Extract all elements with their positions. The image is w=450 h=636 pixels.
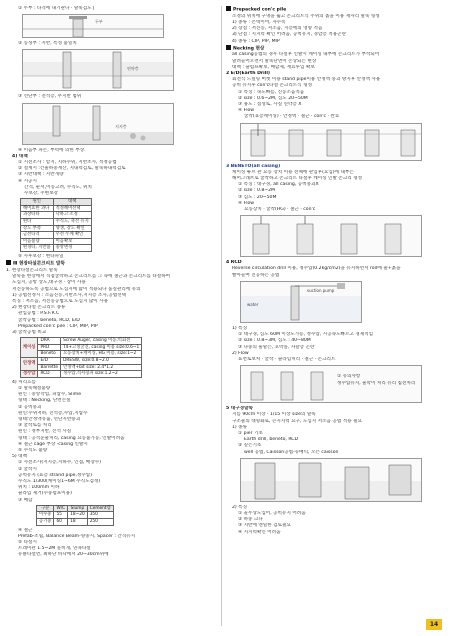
rcd-title: 4 RCD — [226, 260, 242, 266]
table-header: Slump — [68, 505, 88, 512]
remedy-line: ① 사전조사(지지층,지하수, 인접, 매장수) — [18, 460, 102, 466]
rcd-feature: ① 대구경, 심도 60M 이상도가능, 정수압, 시공속도빠르고 경제적임 — [238, 332, 374, 338]
section-line: Prepacked con'c pile : CIP, MIP, PIP — [18, 323, 98, 329]
necking-title — [226, 45, 444, 53]
fig3-label: 지지층 — [115, 123, 127, 129]
necking-title-text: Necking 현상 — [233, 46, 265, 52]
section-bullet-icon — [226, 6, 231, 11]
beneto-line: ④ Flow — [238, 200, 255, 206]
cause-countermeasure-table — [20, 198, 92, 252]
pier-line: 구조물의 대형화로, 큰지지력 요구, 도심지 저소음 공법 적용 필요 — [232, 418, 362, 424]
section-line: 3) 굴착공법 비교 — [12, 329, 47, 335]
countermeasure-line: 간격, 순서,이동고려, 수직도, 위치 — [24, 184, 92, 190]
after-table-note: ⑤ 사후보강 : 현타파일 — [18, 253, 64, 259]
table-cell: 18 — [68, 518, 88, 525]
process-line: 형태 : Necking, 단면손실 — [18, 398, 71, 404]
rcd-side-note: 정수압유지, 물막이 처리 유리 침전처리 — [337, 381, 416, 387]
table-cell: 55 — [54, 512, 68, 519]
final-line: Prefab-조립, Balance Beam-양중시, Spacer : 간격유지 — [18, 533, 136, 539]
right-column — [226, 6, 444, 536]
rcd-fig-label: water — [247, 301, 259, 307]
beneto-line: 해머그래브로 굴착하고 콘크리트 타설후 케이싱 인발 콘크리 형성 — [232, 176, 363, 182]
page-number: 14 — [426, 619, 442, 630]
table-row — [21, 245, 92, 252]
section-line: 2) 현장타설 콘크리트 종류 — [12, 305, 66, 311]
table-row — [37, 518, 114, 525]
pier-feature: ③ 지반에 엔일한 검토필요 — [238, 523, 291, 529]
pier-title: 5 대구경말뚝 — [226, 406, 253, 412]
pier-feature: ① 골두상도입어, 공벽유지 어려움 — [238, 510, 306, 516]
prepacked-title — [226, 6, 444, 14]
pier-line: well 공법, Caisson공법-뉴매틱, 오픈 caisson — [244, 449, 339, 455]
ed-line: ④ Flow — [238, 108, 255, 114]
pier-line: 지름 90cm 이상 · 1/15 이상 size의 말뚝 — [232, 412, 316, 418]
process-line: 형태 : 공석눈물처리, casing 요동불가능, 인발어려움 — [18, 435, 125, 441]
prepacked-line: 소정의 위치에 구멍을 뚫고 콘크리트식 주위의 흙을 이용 재자리 말뚝 형성 — [232, 13, 380, 19]
rcd-feature: 표면토보처 · 굴착 · 슬라임처리 · 철근 · 콘크리트 — [238, 356, 336, 362]
process-line: ③ 굴착토를 처리 — [18, 423, 52, 429]
table-cell: 강도 부족 — [21, 225, 54, 232]
process-line: ② 공벽붕괴 — [18, 404, 42, 410]
table-cell: 수직도, 축선 유지 — [53, 219, 91, 226]
final-line: 유클타설면, 최하단 바닥에서 20~30cm위에 — [18, 552, 109, 558]
beneto-line: ② size : 0.8~2M — [238, 188, 275, 194]
prepacked-line: 3) 단점 : 지지력 확인 어려움, 공벽유지, 경암층 적용곤란 — [232, 32, 347, 38]
final-line: ④ 철근 — [18, 527, 33, 533]
beneto-line: ① 특징 : 대구경, all casing, 공벽붕괴X — [238, 182, 319, 188]
pier-line: Earth drill, beneto, RCD — [244, 437, 299, 443]
table-cell: 350 — [87, 512, 113, 519]
remedy-line: 위치 : 100mm 이하 — [18, 485, 60, 491]
pier-feature: ④ 지지력확인 어려움 — [238, 529, 281, 535]
table-cell: 이수중 — [37, 512, 54, 519]
table-header: 구분 — [37, 505, 54, 512]
final-line: ⑤ 타설시 — [18, 539, 37, 545]
table-row — [21, 338, 142, 345]
table-header: W/C — [54, 505, 68, 512]
process-title: 4) 처리흐름 — [12, 379, 36, 385]
rcd-feature: ② size : 0.8~3M, 심도 : 40~80M — [238, 338, 311, 344]
section-line: 굴착공법 : beneto, RCD, E/D — [18, 317, 80, 323]
prepacked-title-text: Prepacked con'c pile — [233, 7, 287, 13]
pile-defect-item: ③ 선단부 : 전석층, 무지반 범위 — [18, 94, 82, 100]
necking-line: all casing공법의 경우 타설후 인발시 케이싱 내부에 콘크리트가 부착되어 — [232, 52, 380, 58]
rcd-figure — [240, 281, 362, 323]
table-row — [21, 205, 92, 212]
table-cell: Beneto — [38, 351, 61, 358]
beneto-line: ③ 심도 : 20~50M — [238, 194, 277, 200]
pile-defect-item: ② 동성부 : 지반, 특성 불일치 — [18, 41, 77, 47]
section-title-text: Ⅲ 현장타설콘크리트 말뚝 — [13, 261, 65, 267]
table-cell: Barrette — [38, 364, 61, 371]
final-line: 트레미관 1.5~2M 묻히게, 연속타설 — [18, 546, 91, 552]
pier-line: 1) 종류 — [232, 424, 248, 430]
table-group-cell: 케이싱 — [21, 338, 38, 358]
necking-line: 대책 : 슬럼프확보, 배합제, 재료투입 확보 — [232, 64, 315, 70]
process-line: 원인 : 중앙작업, 피압수, Slime — [18, 392, 82, 398]
table-cell: 18~20 — [68, 512, 88, 519]
section-line: 말뚝을 현장에서 직접굴착하고 콘크리트를 그 속에 철근과 콘크리트를 타설하여 — [12, 274, 171, 280]
table-cell: RCD — [38, 371, 61, 378]
rcd-feature: 2) Flow — [232, 350, 249, 356]
table-cell: 중앙변경 — [53, 245, 91, 252]
section-bullet-icon — [226, 45, 231, 50]
ed-line: 굴착(표층케이싱) · 안정액 · 철근 · con'c · 완료 — [244, 114, 340, 120]
table-cell: 양생, 강도 확인 — [53, 225, 91, 232]
table-row — [37, 512, 114, 519]
table-cell: 우선 두께 확인 — [53, 232, 91, 239]
remedy-title: 5) 대책 — [12, 454, 28, 460]
weak-layer-figure — [22, 49, 174, 91]
ed-line: ② size : 0.6~2M, 심도 20~50M — [238, 95, 308, 101]
rcd-feature: ③ 다중의 물말은, 호박돌, 자갈층 곤란 — [238, 344, 315, 350]
earth-drill-flow-figure — [240, 123, 422, 161]
beneto-line: 요동장치 · 굴착(HG) · 철근 · con'c — [244, 207, 316, 213]
process-line: ⑤ 수직도 불량 — [18, 447, 48, 453]
prepacked-line: 1) 종류 : 콘텍이어, 자수복 — [232, 19, 286, 25]
fig1-label: 두부 — [95, 19, 103, 25]
pile-defect-item: ④ 이음부 파손, 부력에 의한 부상. — [18, 147, 86, 153]
column-divider — [221, 6, 222, 626]
pier-feature: 2) 특징 — [232, 504, 248, 510]
section-line: 관입공법 : P.S.F.R.C — [18, 311, 60, 317]
table-cell: 이음확보 — [53, 238, 91, 245]
rcd-feature: 1) 특징 — [232, 325, 248, 331]
left-column — [6, 6, 220, 559]
ed-line: ① 특징 : 속도빠름, 진동소음적음 — [238, 89, 305, 95]
countermeasure-title: 4) 대책 — [12, 153, 28, 159]
table-group-cell: 정수압 — [21, 371, 38, 378]
process-line: 원인:수위저하, 진석층,수압,지압수 — [18, 410, 88, 416]
table-cell: PRD — [38, 344, 61, 351]
table-row — [21, 344, 142, 351]
table-group-cell: 안정액 — [21, 357, 38, 370]
section-line: 1) 공법선정시 : 소음진동,지반조사,지지층 조사,공법선택 — [12, 292, 127, 298]
table-row — [21, 371, 142, 378]
table-cell: DRA — [38, 338, 61, 345]
rcd-line: Reverse circulation drill 이용, 정수압(0.2kg/cm2)을 유지하면서 rod에 물+흙을 — [232, 266, 401, 272]
process-line: ① 말뚝해설불량 — [18, 385, 51, 391]
table-cell: 낙하고 조정 — [53, 212, 91, 219]
rcd-side-note: ① 유의사항 — [337, 374, 361, 380]
prepacked-line: 4) 종류 : CIP, PIP, MIP — [232, 38, 280, 44]
section-title — [6, 260, 220, 268]
section-line: 1. 현장타설콘크리트 말뚝 — [6, 267, 58, 273]
rcd-flow-figure — [240, 365, 422, 403]
process-line: ④ 철근 cage 부상 ·casing 인발시 — [18, 441, 88, 447]
table-cell: 해머효한 과다 — [21, 205, 54, 212]
table-row — [21, 351, 142, 358]
table-cell: 요동장치+케이싱, HG 이용, size:1~2 — [61, 351, 142, 358]
pier-line: ② 깊은기초 — [238, 443, 262, 449]
table-cell: 공기중 — [37, 518, 54, 525]
beneto-flow-figure — [240, 215, 422, 257]
table-header: 원인 — [21, 199, 54, 206]
countermeasure-line: 수보강, 주변보강 — [24, 191, 58, 197]
table-row — [21, 219, 92, 226]
table-cell: DRESW, size:0.8~2.0 — [61, 357, 142, 364]
table-cell: 이음불량 — [21, 238, 54, 245]
table-row — [21, 364, 142, 371]
fig2-label: 연약층 — [127, 66, 139, 72]
pile-head-figure — [22, 14, 164, 38]
remedy-line: ② 굴착시 — [18, 466, 37, 472]
pile-defect-item: ① 두부 : 타격에 내기관다 · 말뚝검도 | — [18, 6, 95, 11]
countermeasure-line: ③ 지반대책 : 지반개량 — [18, 172, 64, 178]
rcd-line: 빨아들여 진공하는 공법 — [232, 272, 280, 278]
section-line: 특징 : 저소음, 저진동공법으로 도심지 많이 사용 — [12, 298, 109, 304]
bearing-layer-figure — [22, 103, 174, 145]
table-cell: 60 — [54, 518, 68, 525]
ed-line: ③ 용도 : 점성토, 사질 연약층 X — [238, 102, 302, 108]
countermeasure-line: ① 시전조사 : 암지, 지하수위, 지반조사, 적정공법 — [18, 160, 117, 166]
table-cell: 편경타, 지반불 — [21, 245, 54, 252]
caisson-figure — [240, 458, 422, 502]
ed-line: 회전식 드릴링 버켓 이용 stand pipe이용 안정액 붕괴 방지후 안정액 사용 — [232, 77, 381, 83]
ed-line: 공벽 유지후 con'c타설 콘크리트식 형성 — [232, 83, 313, 89]
pier-feature: ② 하중 크다 — [238, 517, 263, 523]
table-cell: 안정액+bit size: 2.4*1.2 — [61, 364, 142, 371]
table-cell: Screw Auger, casing 이동,역회전 — [61, 338, 142, 345]
table-cell: 과상타타 — [21, 212, 54, 219]
countermeasure-line: ④ 시공시 — [18, 178, 37, 184]
beneto-title: 3 BENETO(all casing) — [226, 163, 281, 169]
table-row — [21, 238, 92, 245]
table-row — [21, 225, 92, 232]
table-cell: 편타 — [21, 219, 54, 226]
section-line: 저진동하도록 공법으로 도심지에 많이 적용되나 품질관리에 유의 — [12, 286, 141, 292]
table-row — [21, 357, 142, 364]
table-row — [21, 232, 92, 239]
section-bullet-icon — [6, 260, 11, 265]
table-header: 대책 — [53, 199, 91, 206]
pier-line: ① pier 기초 — [238, 430, 263, 436]
table-cell: 금선타격 — [21, 232, 54, 239]
excavation-method-table — [20, 337, 142, 378]
table-cell: T4+고정굴진, casing 이용 size:0.6~1 — [61, 344, 142, 351]
section-line: 도심지, 공항 상도,대구경 · 장이 사용 — [12, 280, 86, 286]
mix-design-table — [36, 505, 114, 526]
table-header: Cement량 — [87, 505, 113, 512]
process-line: 원인 : 정부지반, 진석 사질 — [18, 429, 72, 435]
table-cell: 정수압,석셔형파 size:1.2~2 — [61, 371, 142, 378]
table-cell: 250 — [87, 518, 113, 525]
prepacked-line: 2) 장점 : 저진동, 저소음, 지층에의 영향 적음 — [232, 26, 323, 32]
ed-title: 2 E/D(Earth Drill) — [226, 71, 270, 77]
remedy-line: 공벽유지 (표층 strand pipe,정수압) — [18, 472, 93, 478]
beneto-line: 케이싱 튜브 관 요동 장치 이용 전체에 관입후(요입)에 내부는 — [232, 169, 354, 175]
rcd-fig-label: suction pump — [307, 287, 335, 293]
process-line: 형태:안정액유출, 선단지반붕괴 — [18, 416, 81, 422]
remedy-line: ③ 배합 — [18, 497, 33, 503]
remedy-line: 슬라임 제거(수중펌프이용) — [18, 491, 72, 497]
table-cell: 적정해머선택 — [53, 205, 91, 212]
table-row — [21, 212, 92, 219]
necking-line: 말려들어오면서 말뚝단면이 손상되는 현상 — [232, 58, 317, 64]
remedy-line: 수직도 1/300(케이싱1~6M 수직도검정) — [18, 478, 101, 484]
table-cell: E/D — [38, 357, 61, 364]
countermeasure-line: ② 설계시 :건물하중계산, 지내력검토, 말뚝하내력검토 — [18, 166, 126, 172]
